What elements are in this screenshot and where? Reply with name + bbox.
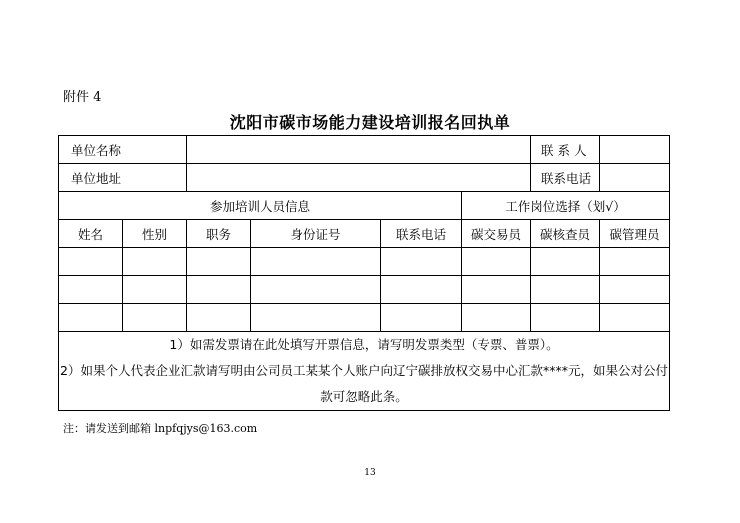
contact-label: 联 系 人 [531,136,600,164]
carbon-verifier-cell[interactable] [531,276,600,304]
unit-address-label: 单位地址 [59,164,187,192]
column-header-row [59,220,670,248]
position-cell[interactable] [187,248,251,276]
unit-address-row [59,164,670,192]
col-header-gender: 性别 [123,220,187,248]
carbon-trader-cell[interactable] [462,248,531,276]
gender-cell[interactable] [123,248,187,276]
carbon-trader-cell[interactable] [462,304,531,332]
phone-cell[interactable] [381,276,462,304]
col-header-position: 职务 [187,220,251,248]
attachment-label: 附件 4 [63,90,102,105]
carbon-manager-cell[interactable] [600,248,670,276]
id-number-cell[interactable] [251,304,381,332]
table-row [59,304,670,332]
carbon-verifier-cell[interactable] [531,304,600,332]
col-header-phone: 联系电话 [381,220,462,248]
phone-cell[interactable] [381,248,462,276]
carbon-manager-cell[interactable] [600,304,670,332]
col-header-carbon-manager: 碳管理员 [600,220,670,248]
contact-phone-field[interactable] [600,164,670,192]
unit-name-row [59,136,670,164]
table-row [59,248,670,276]
page-number: 13 [364,468,376,478]
col-header-name: 姓名 [59,220,123,248]
carbon-verifier-cell[interactable] [531,248,600,276]
notes-row [59,332,670,411]
note-invoice: 1）如需发票请在此处填写开票信息，请写明发票类型（专票、普票）。 [169,337,559,352]
position-cell[interactable] [187,304,251,332]
note-remittance: 2）如果个人代表企业汇款请写明由公司员工某某个人账户向辽宁碳排放权交易中心汇款****元，如果公对公付款可忽略此条。 [60,363,668,404]
job-select-label: 工作岗位选择（划√） [462,192,670,220]
email-footnote: 注：请发送到邮箱 lnpfqjys@163.com [63,422,258,435]
unit-name-label: 单位名称 [59,136,187,164]
contact-phone-label: 联系电话 [531,164,600,192]
carbon-manager-cell[interactable] [600,276,670,304]
form-title: 沈阳市碳市场能力建设培训报名回执单 [229,113,511,132]
name-cell[interactable] [59,276,123,304]
col-header-carbon-verifier: 碳核查员 [531,220,600,248]
gender-cell[interactable] [123,276,187,304]
participant-info-label: 参加培训人员信息 [59,192,462,220]
unit-address-field[interactable] [187,164,531,192]
name-cell[interactable] [59,304,123,332]
id-number-cell[interactable] [251,248,381,276]
registration-form-table [58,135,670,411]
notes-cell[interactable] [59,332,670,411]
phone-cell[interactable] [381,304,462,332]
name-cell[interactable] [59,248,123,276]
unit-name-field[interactable] [187,136,531,164]
col-header-id-number: 身份证号 [251,220,381,248]
section-header-row [59,192,670,220]
gender-cell[interactable] [123,304,187,332]
carbon-trader-cell[interactable] [462,276,531,304]
col-header-carbon-trader: 碳交易员 [462,220,531,248]
contact-field[interactable] [600,136,670,164]
id-number-cell[interactable] [251,276,381,304]
position-cell[interactable] [187,276,251,304]
table-row [59,276,670,304]
